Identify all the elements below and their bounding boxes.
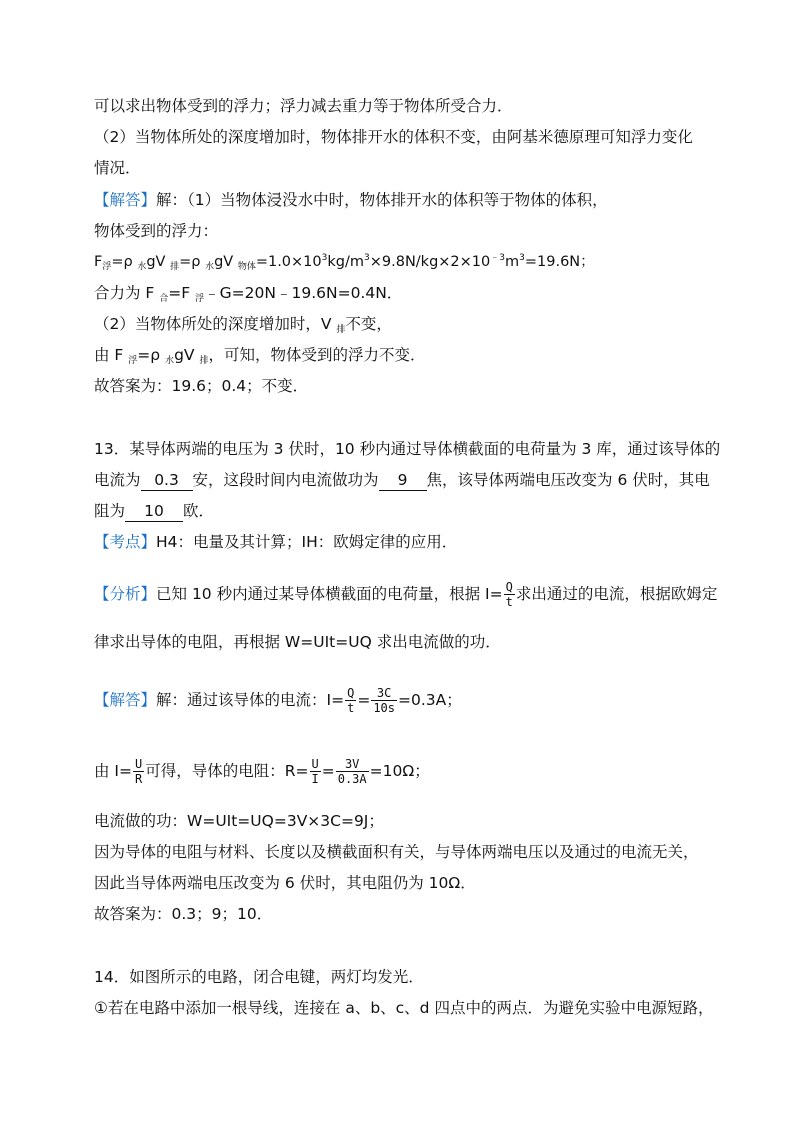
text-line: （2）当物体所处的深度增加时，V 排不变， xyxy=(94,315,392,335)
question-14-line: ①若在电路中添加一根导线，连接在 a、b、c、d 四点中的两点．为避免实验中电源短路， xyxy=(94,999,714,1017)
solution-resistance-line: 由 I= $\frac{U}{R}$ 可得，导体的电阻：R= $\frac{U}{I}$ = $\frac{3V}{0.3A}$ =10Ω； xyxy=(94,757,430,786)
answer-tag: 【解答】 xyxy=(94,191,157,209)
answer-line xyxy=(94,190,608,210)
net-force-line: 合力为 F 合=F 浮﹣G=20N﹣19.6N=0.4N． xyxy=(94,284,403,304)
final-answer: 故答案为：0.3；9；10． xyxy=(94,905,273,923)
answer-blank: 10 xyxy=(125,501,183,522)
solution-line: 因此当导体两端电压改变为 6 伏时，其电阻仍为 10Ω． xyxy=(94,874,476,892)
kaodian-tag: 【考点】 xyxy=(94,533,157,551)
solution-current-line: 【解答】解：通过该导体的电流：I= $\frac{Q}{t}$ = $\frac{3C}{10s}$ =0.3A； xyxy=(94,686,462,715)
text-line: 由 F 浮=ρ 水gV 排，可知，物体受到的浮力不变． xyxy=(94,346,426,366)
text-line: 情况． xyxy=(94,159,141,177)
question-13-line: 电流为 0.3 安，这段时间内电流做功为 9 焦，该导体两端电压改变为 6 伏时，其电 xyxy=(94,471,710,489)
solution-line: 因为导体的电阻与材料、长度以及横截面积有关，与导体两端电压以及通过的电流无关， xyxy=(94,843,699,861)
fraction: $\frac{U}{R}$ xyxy=(135,757,143,786)
analysis-tag: 【分析】 xyxy=(94,585,157,603)
kaodian-line: 【考点】H4：电量及其计算；IH：欧姆定律的应用． xyxy=(94,533,458,551)
final-answer: 故答案为：19.6；0.4；不变． xyxy=(94,377,309,395)
text-line: 物体受到的浮力： xyxy=(94,222,219,240)
question-14-stem: 14．如图所示的电路，闭合电键，两灯均发光． xyxy=(94,968,424,986)
answer-blank: 0.3 xyxy=(141,470,193,491)
analysis-line: 【分析】已知 10 秒内通过某导体横截面的电荷量，根据 I= $\frac{Q}{t}$ 求出通过的电流，根据欧姆定 xyxy=(94,580,718,609)
buoyancy-formula: $F_浮=\rho$ $_水$gV $_排$=ρ $_水$gV $_{物体}=1.0\times 10^3kg/m^3\times 9.8N/kg\times 2\times 10^{﹣3}m^3=19.6N$； xyxy=(94,253,595,272)
fraction: $\frac{Q}{t}$ xyxy=(347,686,355,715)
analysis-line: 律求出导体的电阻，再根据 W=UIt=UQ 求出电流做的功． xyxy=(94,633,501,651)
fraction: $\frac{U}{I}$ xyxy=(311,757,319,786)
answer-text: 解：（1）当物体浸没水中时，物体排开水的体积等于物体的体积， xyxy=(156,191,608,209)
answer-blank: 9 xyxy=(379,470,427,491)
fraction: $\frac{3V}{0.3A}$ xyxy=(337,757,367,786)
text-line: 可以求出物体受到的浮力；浮力减去重力等于物体所受合力． xyxy=(94,97,513,115)
solution-work-line: 电流做的功：W=UIt=UQ=3V×3C=9J； xyxy=(94,812,384,830)
question-13-stem: 13．某导体两端的电压为 3 伏时，10 秒内通过导体横截面的电荷量为 3 库，通过该导体的 xyxy=(94,440,721,458)
fraction: $\frac{Q}{t}$ xyxy=(505,580,513,609)
fraction: $\frac{3C}{10s}$ xyxy=(373,686,395,715)
question-13-line: 阻为 10 欧． xyxy=(94,502,215,520)
text-line: （2）当物体所处的深度增加时，物体排开水的体积不变，由阿基米德原理可知浮力变化 xyxy=(94,128,693,146)
solution-tag: 【解答】 xyxy=(94,691,157,709)
